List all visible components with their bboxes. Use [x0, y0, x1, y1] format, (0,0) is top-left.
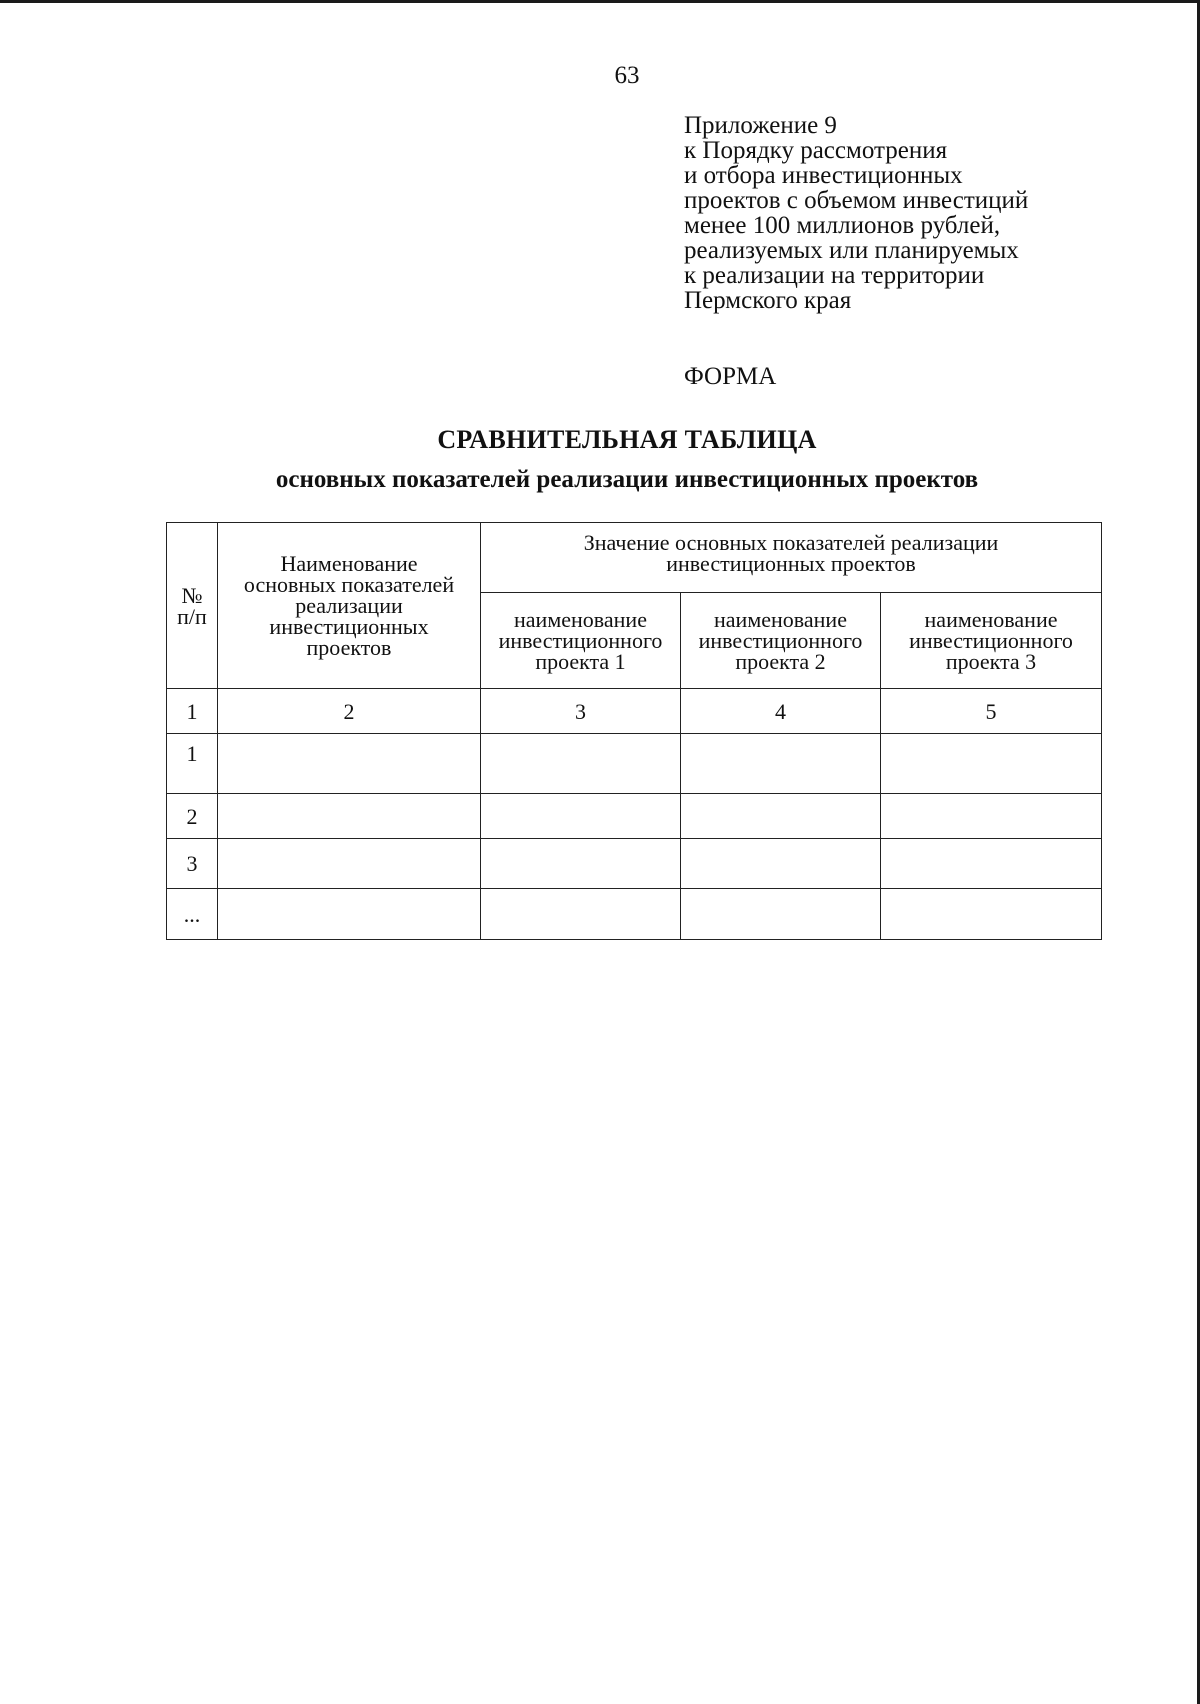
- table-row: [167, 889, 1102, 940]
- column-number: 2: [218, 689, 481, 734]
- header-project-line: инвестиционного: [909, 628, 1073, 653]
- header-project-line: проекта 3: [945, 649, 1037, 674]
- header-project-line: проекта 2: [735, 649, 826, 674]
- scan-border-top: [0, 0, 1200, 3]
- column-number-row: [167, 689, 1102, 734]
- row-number: ...: [167, 889, 218, 940]
- empty-cell: [481, 734, 681, 794]
- header-indicator-line: проектов: [306, 635, 392, 660]
- document-title: СРАВНИТЕЛЬНАЯ ТАБЛИЦА: [437, 425, 817, 454]
- empty-cell: [681, 794, 881, 839]
- appendix-line: проектов с объемом инвестиций: [684, 187, 1029, 214]
- header-num-cell: [167, 523, 218, 689]
- header-num-line: №: [181, 582, 203, 608]
- empty-cell: [881, 794, 1102, 839]
- header-project-2-cell: [681, 593, 881, 689]
- header-project-3-cell: [881, 593, 1102, 689]
- header-indicator-line: основных показателей: [243, 572, 455, 597]
- header-indicator-name-cell: [218, 523, 481, 689]
- header-project-line: проекта 1: [535, 649, 626, 674]
- appendix-line: реализуемых или планируемых: [684, 237, 1019, 264]
- appendix-line: Пермского края: [684, 287, 852, 314]
- header-values-line: инвестиционных проектов: [666, 551, 916, 576]
- empty-cell: [881, 839, 1102, 889]
- row-number: 1: [167, 734, 218, 794]
- header-project-line: инвестиционного: [498, 628, 663, 653]
- page-number: 63: [614, 62, 640, 89]
- appendix-line: к реализации на территории: [684, 262, 985, 289]
- table-header-row: [167, 523, 1102, 593]
- empty-cell: [881, 734, 1102, 794]
- empty-cell: [481, 794, 681, 839]
- column-number: 4: [681, 689, 881, 734]
- empty-cell: [481, 839, 681, 889]
- empty-cell: [218, 794, 481, 839]
- form-label: ФОРМА: [684, 363, 777, 390]
- table-row: [167, 734, 1102, 794]
- empty-cell: [481, 889, 681, 940]
- row-number: 3: [167, 839, 218, 889]
- header-indicator-line: инвестиционных: [269, 614, 429, 639]
- column-number: 5: [881, 689, 1102, 734]
- header-project-1-cell: [481, 593, 681, 689]
- empty-cell: [218, 839, 481, 889]
- table-row: [167, 794, 1102, 839]
- empty-cell: [218, 889, 481, 940]
- header-values-line: Значение основных показателей реализации: [583, 530, 999, 555]
- empty-cell: [681, 839, 881, 889]
- comparison-table: [166, 522, 1102, 940]
- row-number: 2: [167, 794, 218, 839]
- column-number: 1: [167, 689, 218, 734]
- appendix-line: менее 100 миллионов рублей,: [684, 212, 1001, 239]
- appendix-line: к Порядку рассмотрения: [684, 137, 948, 164]
- appendix-reference: [684, 113, 1028, 313]
- empty-cell: [881, 889, 1102, 940]
- header-values-group-cell: [481, 523, 1102, 593]
- appendix-line: и отбора инвестиционных: [684, 162, 963, 189]
- header-project-line: инвестиционного: [698, 628, 863, 653]
- appendix-line: Приложение 9: [684, 112, 837, 139]
- header-project-line: наименование: [924, 607, 1058, 632]
- header-project-line: наименование: [514, 607, 647, 632]
- header-indicator-line: Наименование: [280, 551, 418, 576]
- document-subtitle: основных показателей реализации инвестиционных проектов: [275, 466, 979, 493]
- empty-cell: [681, 734, 881, 794]
- empty-cell: [218, 734, 481, 794]
- empty-cell: [681, 889, 881, 940]
- column-number: 3: [481, 689, 681, 734]
- header-project-line: наименование: [714, 607, 847, 632]
- header-indicator-line: реализации: [295, 593, 403, 618]
- table-row: [167, 839, 1102, 889]
- header-num-line: п/п: [177, 603, 207, 629]
